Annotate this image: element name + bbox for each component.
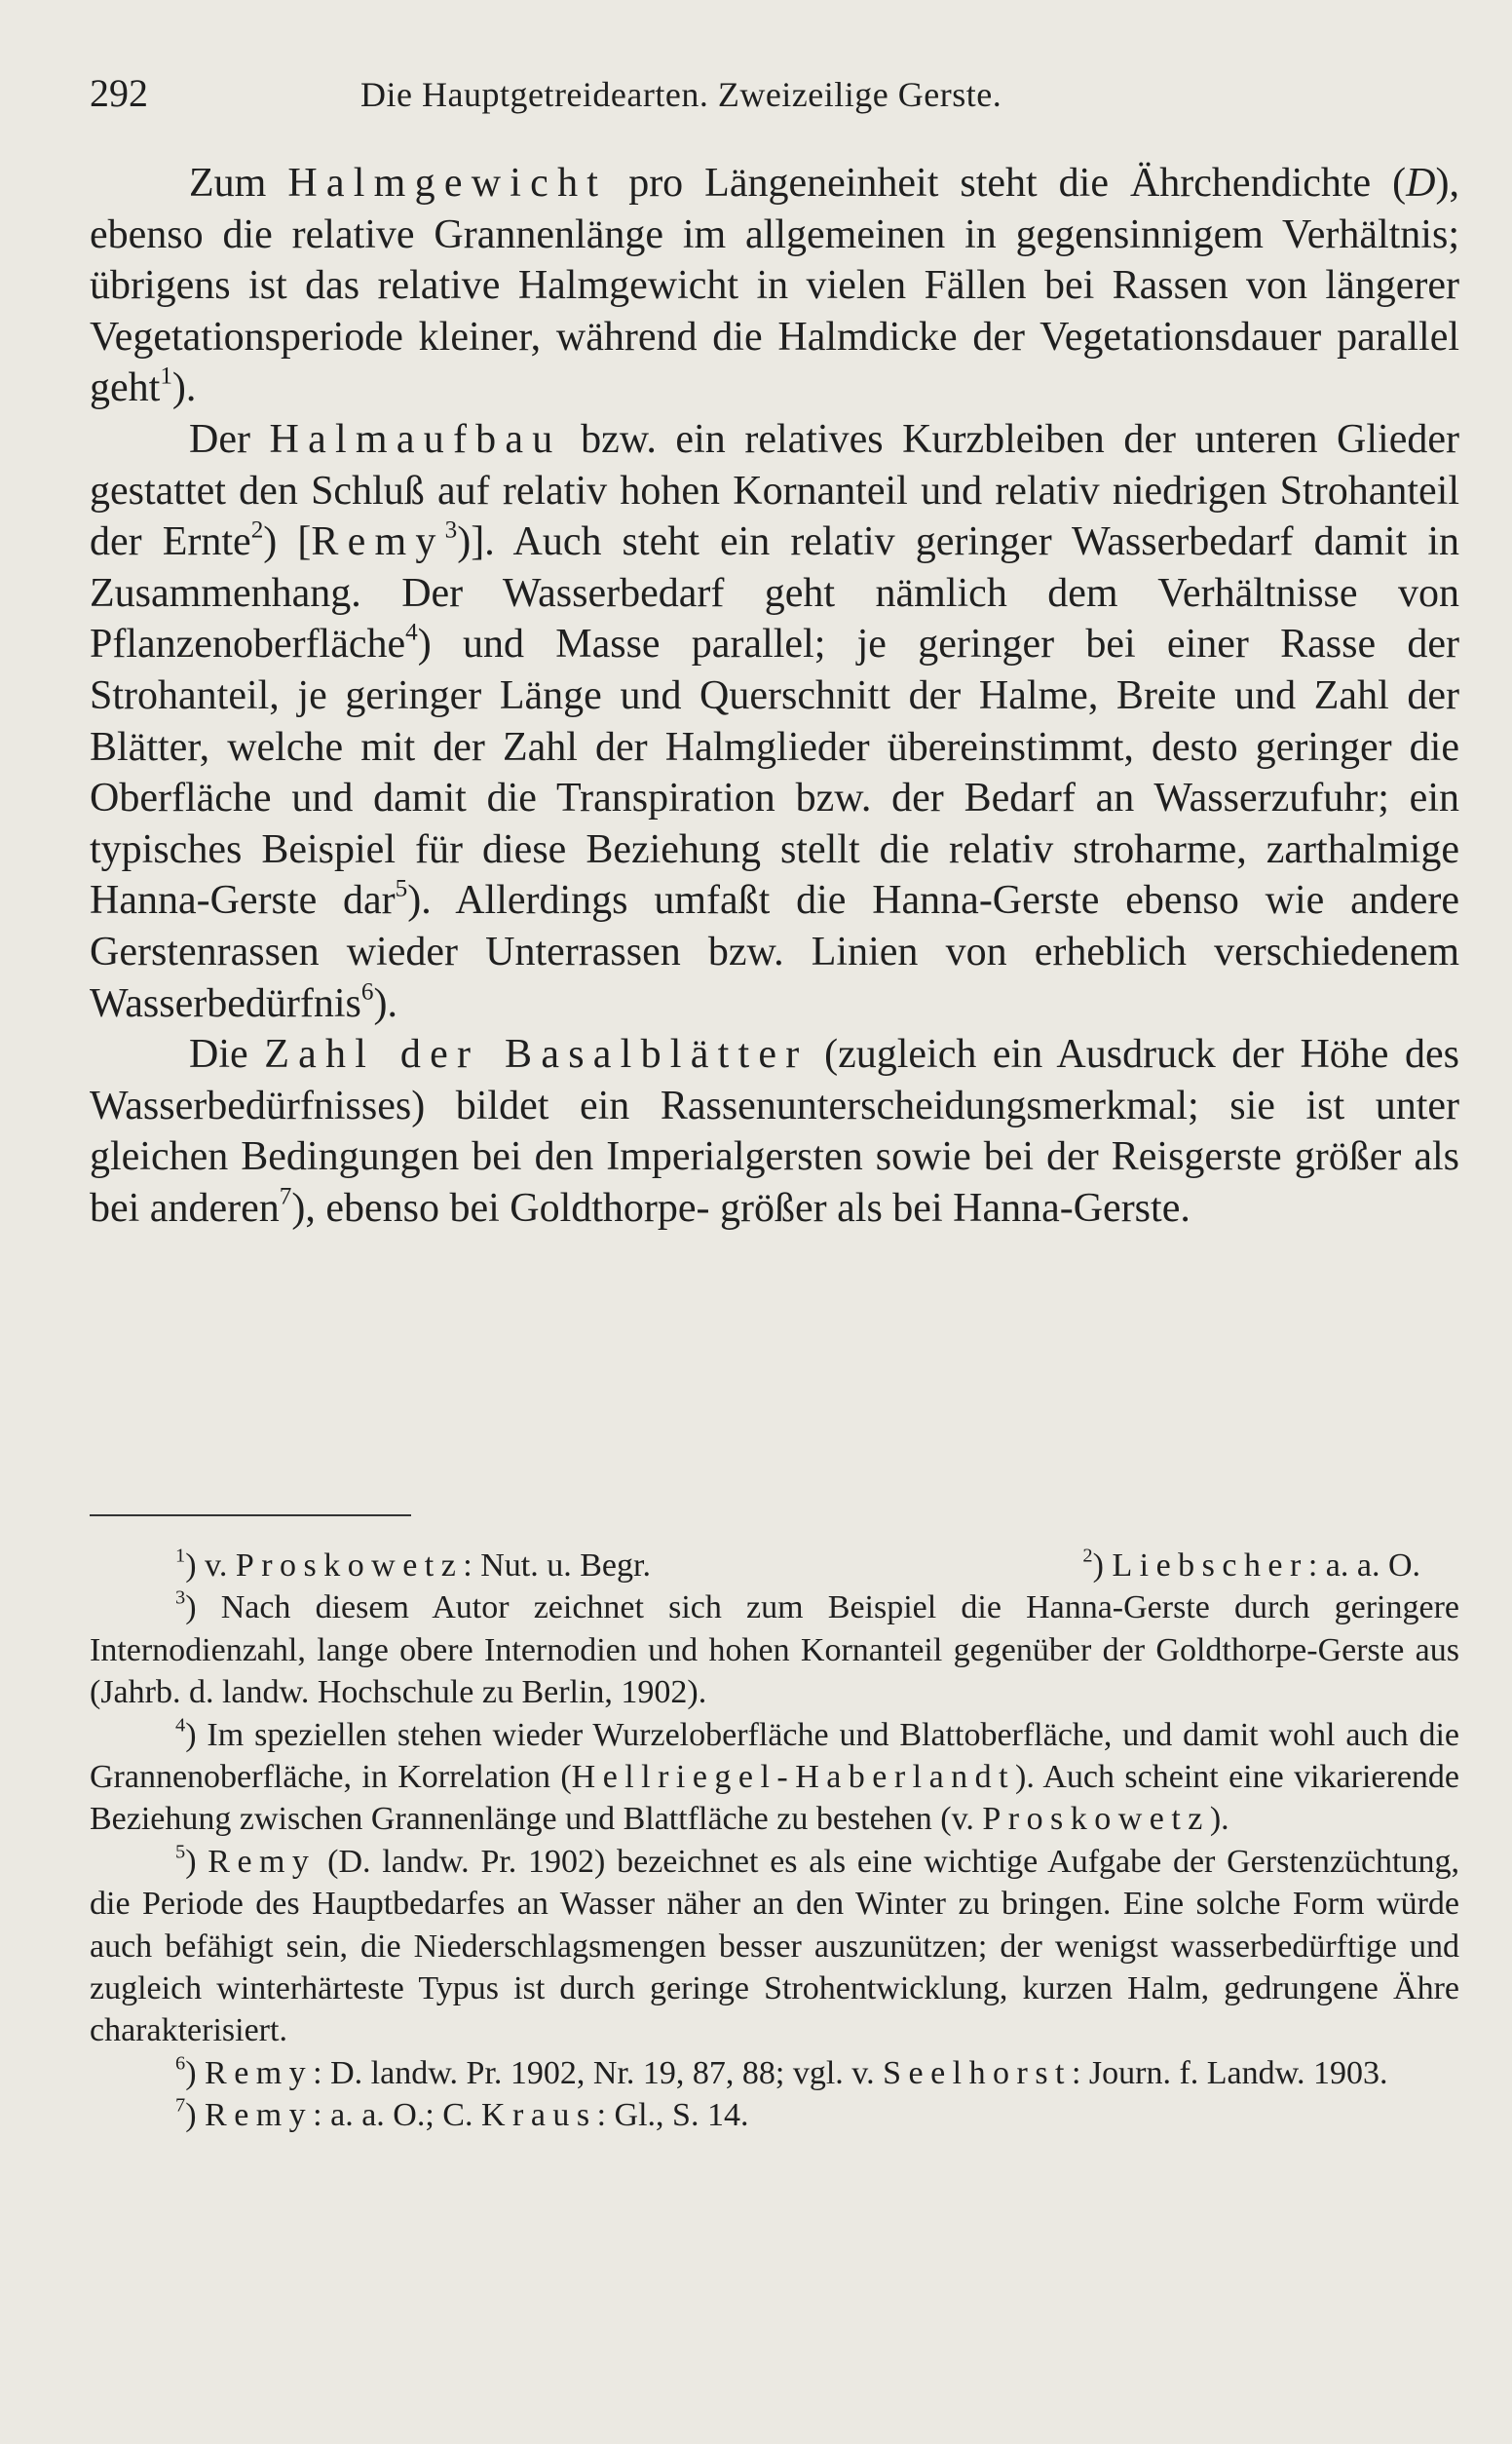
footnote-3 [90,1586,1459,1713]
footnote-mark: 6 [175,2052,186,2075]
footnote-mark: 4 [175,1714,186,1737]
text-run: : Nut. u. Begr. [463,1547,651,1584]
footnote-ref: 3 [444,516,458,544]
author-name: Hellriegel-Haberlandt [571,1759,1016,1796]
text-run: bzw. ein relatives Kurzbleiben der unteren Glieder gestattet den Schluß auf relativ hohen Kornanteil und relativ niedrigen Strohanteil der Ernte [90,416,1459,565]
paragraph-halmaufbau [90,414,1459,1029]
text-run: ). Allerdings umfaßt die Hanna-Gerste ebenso wie andere Gerstenrassen wieder Unterrassen bzw. Linien von erheblich verschiedenem Wasserbedürfnis [90,878,1460,1026]
spaced-term: Zahl der Basalblätter [264,1032,809,1078]
text-run: ) Nach diesem Autor zeichnet sich zum Beispiel die Hanna-Gerste durch geringere Internodienzahl, lange obere Internodien und hohen Kornanteil gegenüber der Goldthorpe-Gerste aus (Jahrb. d. landw. Hochschule zu Berlin, 1902). [90,1589,1459,1711]
text-run: ) [1092,1547,1113,1584]
footnote-4 [90,1714,1459,1841]
author-name: Kraus [480,2097,597,2134]
author-name: Proskowetz [235,1547,464,1584]
footnote-5 [90,1841,1459,2052]
footnote-mark: 1 [175,1545,186,1567]
page-number: 292 [90,71,148,115]
footnote-ref: 5 [395,875,408,902]
author-name: Remy [205,2054,314,2091]
author-name: Liebscher [1112,1547,1308,1584]
author-name: Proskowetz [982,1801,1210,1838]
paragraph-basalblaetter [90,1029,1459,1234]
paragraph-halmgewicht [90,158,1459,414]
text-run: Zum [189,161,288,206]
text-run: : a. a. O.; C. [313,2097,481,2134]
text-run: ) v. [185,1547,236,1584]
text-run: (D. landw. Pr. 1902) bezeichnet es als eine wichtige Aufgabe der Gerstenzüchtung, die Periode des Hauptbedarfes an Wasser näher an den Winter zu bringen. Eine solche Form würde auch befähigt sein, die Niederschlagsmengen besser auszunützen; der wenigst wasserbedürftige und zugleich winterhärteste Typus ist durch geringe Strohentwicklung, kurzen Halm, gedrungene Ähre charakterisiert. [90,1843,1459,2049]
footnote-ref: 1 [160,363,172,390]
footnote-ref: 4 [405,619,418,646]
symbol-d: D [1406,161,1436,206]
footnote-mark: 7 [175,2095,186,2118]
author-name: Remy [311,519,445,565]
page-header [90,70,1220,129]
footnote-6 [90,2052,1459,2094]
footnotes [90,1545,1459,2137]
text-run: ), ebenso bei Goldthorpe- größer als bei Hanna-Gerste. [291,1185,1191,1231]
footnote-ref: 6 [360,977,374,1005]
text-run: ) Im speziellen stehen wieder Wurzeloberfläche und Blattoberfläche, und damit wohl auch die Grannenoberfläche, in Korrelation ( [90,1716,1459,1796]
text-run: ). Auch scheint eine vikarierende Beziehung zwischen Grannenlänge und Blattfläche zu bestehen (v. [90,1759,1459,1838]
footnote-row-1-2 [90,1545,1459,1586]
footnote-mark: 3 [175,1587,186,1610]
text-run: (zugleich ein Ausdruck der Höhe des Wasserbedürfnisses) bildet ein Rassenunterscheidungsmerkmal; sie ist unter gleichen Bedingungen bei den Imperialgersten sowie bei der Reisgerste größer als bei anderen [90,1032,1459,1231]
text-run: pro Längeneinheit steht die Ährchendichte ( [607,161,1407,206]
footnote-mark: 2 [1082,1545,1093,1567]
text-run: ) [ [263,519,312,565]
text-run: : Gl., S. 14. [596,2097,749,2134]
author-name: Seelhorst [883,2054,1072,2091]
text-run: : a. a. O. [1307,1547,1420,1584]
spaced-term: Halmgewicht [287,161,608,206]
text-run: ), ebenso die relative Grannenlänge im allgemeinen in gegensinnigem Verhältnis; übrigens ist das relative Halmgewicht in vielen Fällen bei Rassen von längerer Vegetationsperiode kleiner, während die Halmdicke der Vegetationsdauer parallel geht [90,161,1459,411]
footnote-ref: 2 [250,516,264,544]
body-text [90,158,1459,1234]
text-run: ). [1209,1801,1229,1838]
text-run: : D. landw. Pr. 1902, Nr. 19, 87, 88; vgl. v. [313,2054,884,2091]
footnote-separator [90,1514,411,1516]
text-run: ) [185,1843,208,1880]
author-name: Remy [205,2097,314,2134]
footnote-mark: 5 [175,1841,186,1863]
text-run: ). [171,365,197,411]
spaced-term: Halmaufbau [269,416,562,462]
text-run: )]. Auch steht ein relativ geringer Wasserbedarf damit in Zusammenhang. Der Wasserbedarf geht nämlich dem Verhältnisse von Pflanzenoberfläche [90,519,1460,668]
text-run: ) [185,2054,206,2091]
text-run: : Journ. f. Landw. 1903. [1071,2054,1388,2091]
text-run: Der [189,416,270,462]
author-name: Remy [208,1843,317,1880]
text-run: ) [185,2097,206,2134]
text-run: ). [373,980,397,1026]
text-run: ) und Masse parallel; je geringer bei einer Rasse der Strohanteil, je geringer Länge und Querschnitt der Halme, Breite und Zahl der Blätter, welche mit der Zahl der Halmglieder übereinstimmt, desto geringer die Oberfläche und damit die Transpiration bzw. der Bedarf an Wasserzufuhr; ein typisches Beispiel für diese Beziehung stellt die relativ stroharme, zarthalmige Hanna-Gerste dar [90,622,1459,924]
footnote-ref: 7 [279,1183,292,1210]
text-run: Die [189,1032,265,1078]
running-head: Die Hauptgetreidearten. Zweizeilige Gerste. [360,75,1002,114]
footnote-2 [1082,1545,1420,1586]
footnote-7 [90,2094,1459,2136]
footnote-1 [175,1545,651,1586]
